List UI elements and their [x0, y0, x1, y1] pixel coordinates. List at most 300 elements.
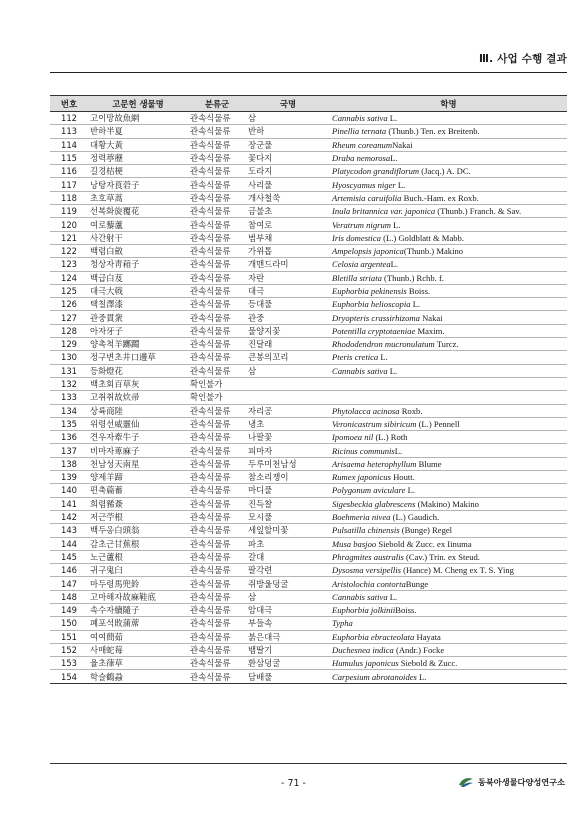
row-number: 119	[50, 205, 88, 218]
row-taxon: 관속식물류	[188, 577, 246, 590]
row-korean-name: 꽃다지	[246, 151, 330, 164]
scientific-name-author: L.	[378, 352, 388, 363]
row-scientific-name	[330, 524, 567, 537]
row-scientific-name	[330, 151, 567, 164]
row-number: 123	[50, 258, 88, 271]
row-ancient-name: 율초葎草	[88, 657, 188, 670]
row-ancient-name: 희렴豨薟	[88, 497, 188, 510]
row-korean-name: 피마자	[246, 444, 330, 457]
row-ancient-name: 등화燈花	[88, 364, 188, 377]
scientific-name-author: (Makino) Makino	[415, 498, 479, 509]
row-scientific-name	[330, 471, 567, 484]
scientific-name-italic: Humulus japonicus	[332, 658, 399, 669]
scientific-name-italic: Iris domestica	[332, 232, 381, 243]
scientific-name-italic: Veronicastrum sibiricum	[332, 418, 417, 429]
row-taxon: 관속식물류	[188, 564, 246, 577]
row-number: 141	[50, 497, 88, 510]
row-scientific-name	[330, 231, 567, 244]
scientific-name-italic: Cannabis sativa	[332, 113, 388, 124]
table-row	[50, 457, 567, 470]
row-ancient-name: 여여蔄茹	[88, 630, 188, 643]
column-header-korean-name: 국명	[246, 96, 330, 112]
row-number: 115	[50, 151, 88, 164]
scientific-name-author: L.	[416, 671, 427, 682]
row-taxon: 관속식물류	[188, 284, 246, 297]
table-row	[50, 338, 567, 351]
scientific-name-italic: Rumex japonicus	[332, 472, 391, 483]
row-taxon: 관속식물류	[188, 630, 246, 643]
row-scientific-name	[330, 510, 567, 523]
scientific-name-italic: Phytolacca acinosa	[332, 405, 400, 416]
scientific-name-author: Roxb.	[399, 405, 423, 416]
table-row	[50, 138, 567, 151]
row-korean-name: 큰봉의꼬리	[246, 351, 330, 364]
row-number: 148	[50, 590, 88, 603]
scientific-name-italic: Draba nemorosa	[332, 153, 391, 164]
row-number: 118	[50, 191, 88, 204]
row-ancient-name: 비마자萆麻子	[88, 444, 188, 457]
row-taxon: 관속식물류	[188, 112, 246, 125]
row-ancient-name: 사간射干	[88, 231, 188, 244]
scientific-name-italic: Ipomoea nil	[332, 432, 374, 443]
row-number: 112	[50, 112, 88, 125]
row-number: 135	[50, 417, 88, 430]
row-number: 147	[50, 577, 88, 590]
row-ancient-name: 고이망故魚網	[88, 112, 188, 125]
scientific-name-italic: Duchesnea indica	[332, 645, 394, 656]
row-number: 117	[50, 178, 88, 191]
scientific-name-author: L.	[390, 259, 399, 270]
row-number: 136	[50, 431, 88, 444]
scientific-name-author: L.	[387, 113, 398, 124]
row-taxon: 관속식물류	[188, 258, 246, 271]
scientific-name-italic: Musa basjoo	[332, 538, 377, 549]
row-scientific-name	[330, 497, 567, 510]
row-ancient-name: 편축萹蓄	[88, 484, 188, 497]
row-scientific-name	[330, 324, 567, 337]
table-row	[50, 151, 567, 164]
row-number: 134	[50, 404, 88, 417]
row-number: 152	[50, 643, 88, 656]
scientific-name-italic: Artemisia caruifolia	[332, 192, 402, 203]
row-taxon: 관속식물류	[188, 497, 246, 510]
table-row	[50, 178, 567, 191]
row-taxon: 관속식물류	[188, 657, 246, 670]
scientific-name-author: Bunge	[405, 578, 429, 589]
row-scientific-name	[330, 577, 567, 590]
section-title: Ⅲ. 사업 수행 결과	[479, 53, 567, 65]
row-korean-name: 진득찰	[246, 497, 330, 510]
row-ancient-name: 위령선威靈仙	[88, 417, 188, 430]
scientific-name-author: Blume	[416, 458, 442, 469]
row-taxon: 관속식물류	[188, 298, 246, 311]
scientific-name-author: L.	[390, 219, 401, 230]
row-number: 113	[50, 125, 88, 138]
scientific-name-italic: Veratrum nigrum	[332, 219, 391, 230]
row-taxon: 관속식물류	[188, 205, 246, 218]
table-row	[50, 577, 567, 590]
table-row	[50, 218, 567, 231]
row-taxon: 관속식물류	[188, 231, 246, 244]
scientific-name-italic: Ricinus communis	[332, 445, 395, 456]
row-taxon: 관속식물류	[188, 271, 246, 284]
row-scientific-name	[330, 537, 567, 550]
scientific-name-italic: Celosia argentea	[332, 259, 391, 270]
row-taxon: 관속식물류	[188, 603, 246, 616]
row-taxon: 관속식물류	[188, 617, 246, 630]
table-row	[50, 125, 567, 138]
table-row	[50, 205, 567, 218]
table-row	[50, 444, 567, 457]
table-row	[50, 657, 567, 670]
row-korean-name: 개맨드라미	[246, 258, 330, 271]
table-row	[50, 391, 567, 404]
table-row	[50, 510, 567, 523]
column-header-number: 번호	[50, 96, 88, 112]
row-taxon: 관속식물류	[188, 431, 246, 444]
row-ancient-name: 택칠澤漆	[88, 298, 188, 311]
table-row	[50, 298, 567, 311]
table-row	[50, 564, 567, 577]
table-row	[50, 311, 567, 324]
table-row	[50, 271, 567, 284]
row-scientific-name	[330, 178, 567, 191]
row-scientific-name	[330, 657, 567, 670]
row-number: 143	[50, 524, 88, 537]
scientific-name-italic: Cannabis sativa	[332, 591, 388, 602]
row-ancient-name: 폐포석敗蒲蓆	[88, 617, 188, 630]
row-ancient-name: 초호草蒿	[88, 191, 188, 204]
row-ancient-name: 견우자牽牛子	[88, 431, 188, 444]
scientific-name-italic: Hyoscyamus niger	[332, 179, 396, 190]
row-ancient-name: 아자牙子	[88, 324, 188, 337]
row-korean-name: 대극	[246, 284, 330, 297]
scientific-name-italic: Platycodon grandiflorum	[332, 166, 420, 177]
row-scientific-name	[330, 338, 567, 351]
row-number: 150	[50, 617, 88, 630]
row-ancient-name: 대황大黃	[88, 138, 188, 151]
row-ancient-name: 백두옹白頭翁	[88, 524, 188, 537]
table-row	[50, 351, 567, 364]
row-scientific-name	[330, 404, 567, 417]
row-scientific-name	[330, 364, 567, 377]
row-korean-name: 세잎할미꽃	[246, 524, 330, 537]
scientific-name-italic: Rhododendron mucronulatum	[332, 339, 435, 350]
row-number: 116	[50, 165, 88, 178]
row-taxon: 관속식물류	[188, 417, 246, 430]
scientific-name-author: L.	[394, 445, 403, 456]
row-number: 120	[50, 218, 88, 231]
scientific-name-author: (Andr.) Focke	[393, 645, 445, 656]
scientific-name-author: (Thunb.) Ten. ex Breitenb.	[386, 126, 480, 137]
scientific-name-author: (L.) Gaudich.	[390, 512, 440, 523]
row-ancient-name: 속수자續隨子	[88, 603, 188, 616]
scientific-name-italic: Cannabis sativa	[332, 365, 388, 376]
row-korean-name: 뱀딸기	[246, 643, 330, 656]
row-taxon: 관속식물류	[188, 550, 246, 563]
scientific-name-author: (Hance) M. Cheng ex T. S. Ying	[400, 565, 514, 576]
table-row	[50, 537, 567, 550]
scientific-name-italic: Euphorbia helioscopia	[332, 299, 411, 310]
row-korean-name: 관중	[246, 311, 330, 324]
row-ancient-name: 대극大戟	[88, 284, 188, 297]
scientific-name-italic: Sigesbeckia glabrescens	[332, 498, 416, 509]
row-korean-name: 쥐방울덩굴	[246, 577, 330, 590]
scientific-name-italic: Inula britannica var. japonica	[332, 206, 436, 217]
row-taxon: 관속식물류	[188, 191, 246, 204]
scientific-name-author: (L.) Roth	[373, 432, 408, 443]
row-number: 125	[50, 284, 88, 297]
row-ancient-name: 상륙商陸	[88, 404, 188, 417]
row-ancient-name: 정구변초井口邊草	[88, 351, 188, 364]
row-korean-name: 두루미천남성	[246, 457, 330, 470]
row-taxon: 관속식물류	[188, 484, 246, 497]
row-number: 126	[50, 298, 88, 311]
row-scientific-name	[330, 377, 567, 390]
scientific-name-author: L.	[387, 591, 398, 602]
row-korean-name: 물양지꽃	[246, 324, 330, 337]
row-taxon: 관속식물류	[188, 138, 246, 151]
row-korean-name: 가위톱	[246, 244, 330, 257]
scientific-name-author: (Cav.) Trin. ex Steud.	[403, 551, 480, 562]
row-number: 149	[50, 603, 88, 616]
row-scientific-name	[330, 603, 567, 616]
row-scientific-name	[330, 205, 567, 218]
table-row	[50, 231, 567, 244]
table-row	[50, 258, 567, 271]
organization-credit	[458, 776, 565, 788]
scientific-name-author: (L.) Pennell	[416, 418, 460, 429]
row-korean-name: 냉초	[246, 417, 330, 430]
table-row	[50, 630, 567, 643]
row-scientific-name	[330, 112, 567, 125]
row-korean-name: 부들속	[246, 617, 330, 630]
row-taxon: 관속식물류	[188, 471, 246, 484]
row-korean-name: 붉은대극	[246, 630, 330, 643]
row-number: 144	[50, 537, 88, 550]
row-taxon: 관속식물류	[188, 311, 246, 324]
row-scientific-name	[330, 670, 567, 683]
row-korean-name: 자란	[246, 271, 330, 284]
row-scientific-name	[330, 298, 567, 311]
row-scientific-name	[330, 617, 567, 630]
row-korean-name: 나팔꽃	[246, 431, 330, 444]
scientific-name-italic: Bletilla striata	[332, 272, 382, 283]
row-scientific-name	[330, 284, 567, 297]
scientific-name-italic: Phragmites australis	[332, 551, 404, 562]
row-number: 132	[50, 377, 88, 390]
row-taxon: 관속식물류	[188, 151, 246, 164]
row-ancient-name: 노근蘆根	[88, 550, 188, 563]
row-ancient-name: 길경桔梗	[88, 165, 188, 178]
row-scientific-name	[330, 484, 567, 497]
row-korean-name: 파초	[246, 537, 330, 550]
table-row	[50, 244, 567, 257]
table-row	[50, 484, 567, 497]
scientific-name-italic: Rheum coreanum	[332, 139, 393, 150]
scientific-name-italic: Boehmeria nivea	[332, 512, 391, 523]
scientific-name-author: (Thunb.) Rchb. f.	[381, 272, 444, 283]
scientific-name-italic: Aristolochia contorta	[332, 578, 406, 589]
row-korean-name: 갈대	[246, 550, 330, 563]
scientific-name-italic: Euphorbia ebracteolata	[332, 631, 415, 642]
row-number: 151	[50, 630, 88, 643]
organization-logo-icon	[458, 776, 474, 788]
row-korean-name: 삼	[246, 112, 330, 125]
table-row	[50, 670, 567, 683]
table-row	[50, 191, 567, 204]
table-row	[50, 377, 567, 390]
table-row	[50, 324, 567, 337]
row-korean-name: 자리공	[246, 404, 330, 417]
row-ancient-name: 백초회百草灰	[88, 377, 188, 390]
row-korean-name: 삼	[246, 590, 330, 603]
row-taxon: 관속식물류	[188, 165, 246, 178]
scientific-name-italic: Dysosma versipellis	[332, 565, 401, 576]
row-ancient-name: 양촉척羊躑躅	[88, 338, 188, 351]
row-number: 142	[50, 510, 88, 523]
row-korean-name: 등대풀	[246, 298, 330, 311]
row-korean-name: 범부채	[246, 231, 330, 244]
column-header-scientific-name: 학명	[330, 96, 567, 112]
row-taxon: 관속식물류	[188, 125, 246, 138]
row-ancient-name: 감초근甘蕉根	[88, 537, 188, 550]
table-row	[50, 431, 567, 444]
row-taxon: 관속식물류	[188, 444, 246, 457]
row-korean-name: 사리풀	[246, 178, 330, 191]
table-row	[50, 497, 567, 510]
row-scientific-name	[330, 643, 567, 656]
row-scientific-name	[330, 391, 567, 404]
row-number: 128	[50, 324, 88, 337]
scientific-name-author: (L.) Goldblatt & Mabb.	[380, 232, 464, 243]
scientific-name-italic: Pteris cretica	[332, 352, 379, 363]
row-number: 129	[50, 338, 88, 351]
scientific-name-author: Turcz.	[434, 339, 459, 350]
scientific-name-italic: Ampelopsis japonica	[332, 246, 404, 257]
row-taxon: 관속식물류	[188, 524, 246, 537]
row-scientific-name	[330, 630, 567, 643]
row-ancient-name: 백렴白斂	[88, 244, 188, 257]
scientific-name-italic: Pulsatilla chinensis	[332, 525, 400, 536]
row-ancient-name: 양제羊蹄	[88, 471, 188, 484]
row-number: 124	[50, 271, 88, 284]
row-ancient-name: 반하半夏	[88, 125, 188, 138]
scientific-name-italic: Arisaema heterophyllum	[332, 458, 417, 469]
scientific-name-author: Nakai	[392, 139, 413, 150]
scientific-name-author: L.	[410, 299, 421, 310]
row-scientific-name	[330, 125, 567, 138]
scientific-name-author: (Thunb.) Franch. & Sav.	[435, 206, 522, 217]
row-korean-name: 금불초	[246, 205, 330, 218]
row-taxon: 관속식물류	[188, 324, 246, 337]
row-number: 154	[50, 670, 88, 683]
row-scientific-name	[330, 165, 567, 178]
row-taxon: 관속식물류	[188, 218, 246, 231]
column-header-ancient-name: 고문헌 생물명	[88, 96, 188, 112]
row-scientific-name	[330, 431, 567, 444]
species-table	[50, 95, 567, 684]
row-korean-name: 암대극	[246, 603, 330, 616]
row-taxon: 관속식물류	[188, 364, 246, 377]
scientific-name-author: L.	[387, 365, 398, 376]
row-scientific-name	[330, 258, 567, 271]
row-ancient-name: 귀구鬼臼	[88, 564, 188, 577]
row-taxon: 관속식물류	[188, 338, 246, 351]
row-scientific-name	[330, 351, 567, 364]
row-ancient-name: 청상자靑葙子	[88, 258, 188, 271]
row-ancient-name: 마두령馬兜鈴	[88, 577, 188, 590]
row-taxon: 관속식물류	[188, 670, 246, 683]
row-ancient-name: 천남성天南星	[88, 457, 188, 470]
row-number: 131	[50, 364, 88, 377]
row-korean-name: 환삼덩굴	[246, 657, 330, 670]
scientific-name-author: Buch.-Ham. ex Roxb.	[401, 192, 479, 203]
table-row	[50, 590, 567, 603]
scientific-name-italic: Polygonum aviculare	[332, 485, 406, 496]
row-ancient-name: 학슬鶴蝨	[88, 670, 188, 683]
row-korean-name: 담배풀	[246, 670, 330, 683]
row-korean-name: 모시풀	[246, 510, 330, 523]
row-number: 127	[50, 311, 88, 324]
row-ancient-name: 정력葶藶	[88, 151, 188, 164]
row-taxon: 관속식물류	[188, 244, 246, 257]
row-ancient-name: 사매蛇莓	[88, 643, 188, 656]
scientific-name-author: Boiss.	[395, 605, 417, 616]
row-number: 139	[50, 471, 88, 484]
row-ancient-name: 낭탕자莨菪子	[88, 178, 188, 191]
row-scientific-name	[330, 550, 567, 563]
organization-name: 동북아생물다양성연구소	[477, 776, 565, 787]
row-ancient-name: 고취취故炊帚	[88, 391, 188, 404]
row-ancient-name: 여로藜蘆	[88, 218, 188, 231]
scientific-name-author: Hayata	[414, 631, 441, 642]
row-number: 138	[50, 457, 88, 470]
row-korean-name	[246, 377, 330, 390]
row-korean-name: 장군풀	[246, 138, 330, 151]
row-scientific-name	[330, 564, 567, 577]
scientific-name-author: L.	[395, 179, 406, 190]
row-scientific-name	[330, 444, 567, 457]
row-taxon: 관속식물류	[188, 351, 246, 364]
row-number: 146	[50, 564, 88, 577]
row-scientific-name	[330, 244, 567, 257]
scientific-name-author: L.	[390, 153, 398, 164]
table-row	[50, 112, 567, 125]
row-number: 140	[50, 484, 88, 497]
scientific-name-italic: Potentilla cryptotaeniae	[332, 325, 416, 336]
scientific-name-italic: Euphorbia pekinensis	[332, 286, 407, 296]
row-korean-name: 팔각련	[246, 564, 330, 577]
row-korean-name: 참소리쟁이	[246, 471, 330, 484]
row-taxon: 관속식물류	[188, 643, 246, 656]
scientific-name-author: L.	[405, 485, 415, 496]
row-number: 122	[50, 244, 88, 257]
scientific-name-author: Maxim.	[415, 325, 445, 336]
row-ancient-name: 백급白芨	[88, 271, 188, 284]
row-scientific-name	[330, 311, 567, 324]
table-row	[50, 617, 567, 630]
row-korean-name: 진달래	[246, 338, 330, 351]
row-ancient-name: 저근苧根	[88, 510, 188, 523]
page-number: - 71 -	[281, 778, 306, 789]
table-row	[50, 603, 567, 616]
row-number: 137	[50, 444, 88, 457]
row-scientific-name	[330, 191, 567, 204]
scientific-name-author: Nakai	[419, 312, 443, 323]
row-number: 114	[50, 138, 88, 151]
table-row	[50, 524, 567, 537]
